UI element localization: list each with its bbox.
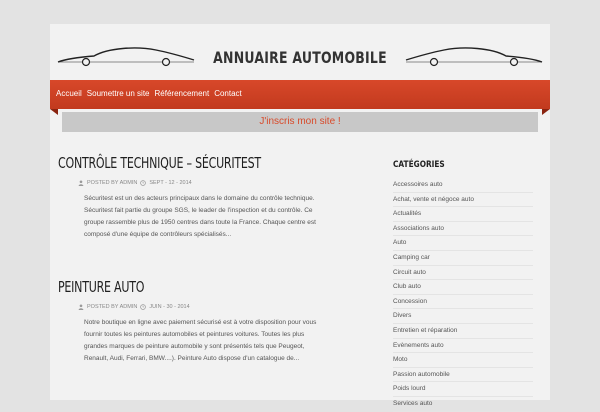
category-link[interactable]: Achat, vente et négoce auto [393, 193, 533, 208]
user-icon [78, 180, 84, 186]
category-link[interactable]: Divers [393, 309, 533, 324]
ribbon-fold-left [50, 109, 58, 115]
post-meta [78, 304, 338, 310]
category-link[interactable]: Club auto [393, 280, 533, 295]
post-author: POSTED BY ADMIN [87, 304, 138, 310]
category-link[interactable]: Passion automobile [393, 368, 533, 383]
category-link[interactable]: Services auto [393, 397, 533, 412]
post-item [58, 278, 338, 365]
nav-item-contact[interactable]: Contact [214, 89, 242, 98]
post-author: POSTED BY ADMIN [87, 180, 138, 186]
nav-item-referencement[interactable]: Référencement [154, 89, 210, 98]
category-link[interactable]: Actualités [393, 207, 533, 222]
category-link[interactable]: Poids lourd [393, 382, 533, 397]
post-date: JUIN - 30 - 2014 [149, 304, 190, 310]
sidebar-categories [393, 154, 533, 412]
main-nav [50, 80, 550, 109]
post-excerpt: Sécuritest est un des acteurs principaux dans le domaine du contrôle technique. Sécuritest fait partie du groupe SGS, le leader de l'inspection et du contrôle. Ce groupe rassemble plus de 1950 centres dans toute la France. Chaque centre est composé d'une équipe de contrôleurs spécialisés... [84, 195, 316, 238]
post-meta [78, 180, 338, 186]
car-silhouette-icon [404, 44, 544, 66]
category-link[interactable]: Accessoires auto [393, 178, 533, 193]
category-link[interactable]: Moto [393, 353, 533, 368]
ribbon-fold-right [542, 109, 550, 115]
category-link[interactable]: Evènements auto [393, 339, 533, 354]
category-link[interactable]: Camping car [393, 251, 533, 266]
category-link[interactable]: Circuit auto [393, 266, 533, 281]
page-container [50, 24, 550, 407]
post-title[interactable]: PEINTURE AUTO [58, 278, 145, 296]
user-icon [78, 304, 84, 310]
clock-icon [140, 304, 146, 310]
category-link[interactable]: Auto [393, 236, 533, 251]
nav-item-soumettre[interactable]: Soumettre un site [86, 89, 150, 98]
signup-banner[interactable]: J'inscris mon site ! [62, 112, 538, 132]
site-title[interactable]: ANNUAIRE AUTOMOBILE [213, 48, 387, 67]
post-date: SEPT - 12 - 2014 [149, 180, 192, 186]
category-link[interactable]: Concession [393, 295, 533, 310]
clock-icon [140, 180, 146, 186]
nav-item-accueil[interactable]: Accueil [56, 89, 82, 98]
site-header [50, 24, 550, 79]
post-excerpt: Notre boutique en ligne avec paiement sécurisé est à votre disposition pour vous fournir toutes les peintures automobiles et peintures voitures. Toutes les plus grandes marques de peinture automobile y sont présentés tels que Peugeot, Renault, Audi, Ferrari, BMW....). Peinture Auto dispose d'un catalogue de... [84, 319, 317, 362]
post-item [58, 154, 338, 241]
category-link[interactable]: Associations auto [393, 222, 533, 237]
sidebar-title: CATÉGORIES [393, 160, 445, 170]
post-title[interactable]: CONTRÔLE TECHNIQUE – SÉCURITEST [58, 154, 261, 172]
category-link[interactable]: Entretien et réparation [393, 324, 533, 339]
